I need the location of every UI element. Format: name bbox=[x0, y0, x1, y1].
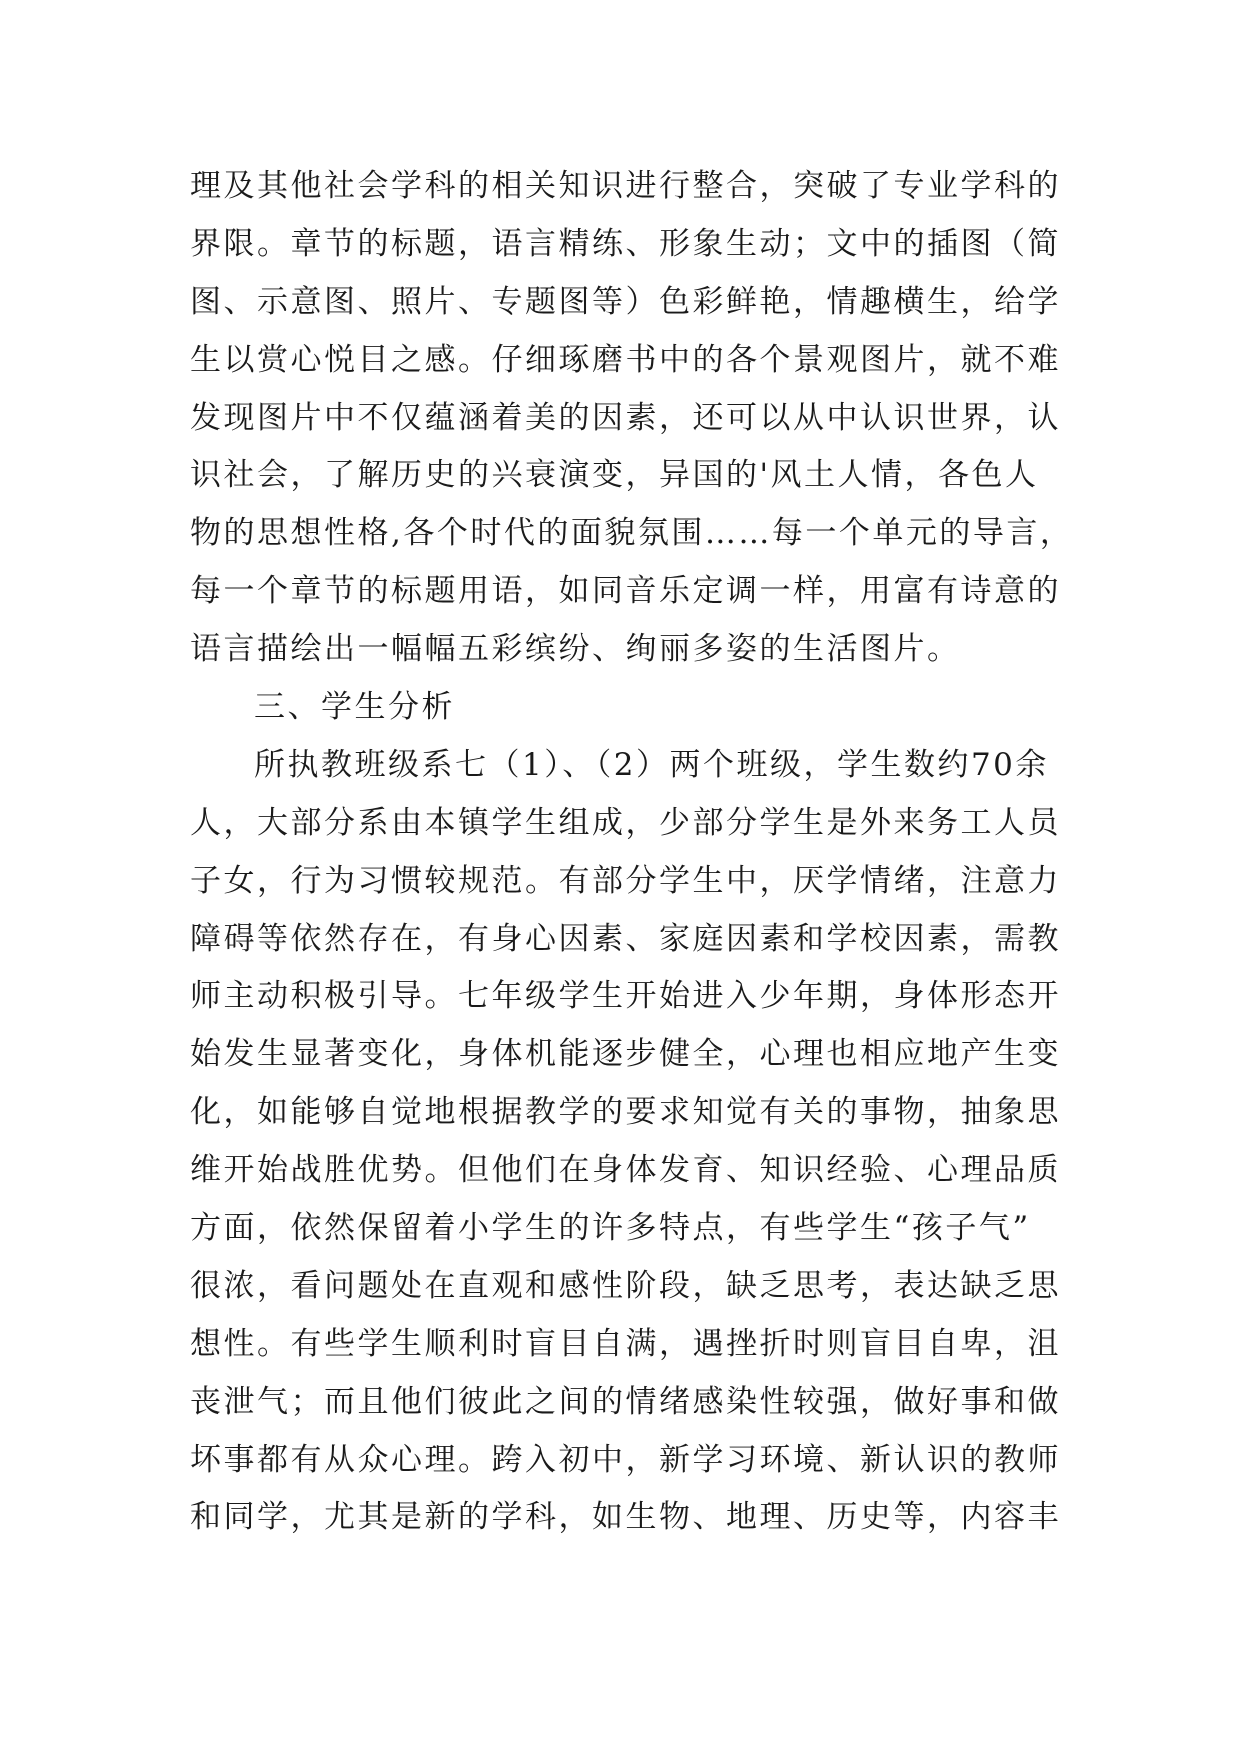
body-text bbox=[190, 158, 1074, 1547]
text-line: 每一个章节的标题用语，如同音乐定调一样，用富有诗意的 bbox=[190, 573, 1061, 610]
text-line: 丧泄气；而且他们彼此之间的情绪感染性较强，做好事和做 bbox=[190, 1383, 1061, 1420]
text-line: 很浓，看问题处在直观和感性阶段，缺乏思考，表达缺乏思 bbox=[190, 1267, 1061, 1304]
text-line: 想性。有些学生顺利时盲目自满，遇挫折时则盲目自卑，沮 bbox=[190, 1325, 1061, 1362]
text-line: 图、示意图、照片、专题图等）色彩鲜艳，情趣横生，给学 bbox=[190, 283, 1061, 320]
text-line: 所执教班级系七（1）、（2）两个班级，学生数约70余 bbox=[254, 746, 1049, 783]
text-line: 师主动积极引导。七年级学生开始进入少年期，身体形态开 bbox=[190, 978, 1061, 1015]
text-line: 生以赏心悦目之感。仔细琢磨书中的各个景观图片，就不难 bbox=[190, 341, 1061, 378]
text-line: 物的思想性格,各个时代的面貌氛围……每一个单元的导言， bbox=[190, 515, 1074, 552]
text-line: 始发生显著变化，身体机能逐步健全，心理也相应地产生变 bbox=[190, 1036, 1061, 1073]
text-line: 发现图片中不仅蕴涵着美的因素，还可以从中认识世界，认 bbox=[190, 399, 1061, 436]
text-line: 语言描绘出一幅幅五彩缤纷、绚丽多姿的生活图片。 bbox=[190, 631, 961, 668]
text-line: 理及其他社会学科的相关知识进行整合，突破了专业学科的 bbox=[190, 168, 1061, 204]
text-line: 方面，依然保留着小学生的许多特点，有些学生“孩子气” bbox=[190, 1210, 1031, 1247]
text-line: 子女，行为习惯较规范。有部分学生中，厌学情绪，注意力 bbox=[190, 862, 1061, 899]
text-line: 化，如能够自觉地根据教学的要求知觉有关的事物，抽象思 bbox=[190, 1094, 1061, 1131]
text-line: 识社会，了解历史的兴衰演变，异国的'风土人情，各色人 bbox=[190, 457, 1039, 494]
text-line: 障碍等依然存在，有身心因素、家庭因素和学校因素，需教 bbox=[190, 920, 1061, 957]
section-heading: 三、学生分析 bbox=[254, 689, 455, 726]
text-line: 界限。章节的标题，语言精练、形象生动；文中的插图（简 bbox=[190, 225, 1061, 262]
text-line: 坏事都有从众心理。跨入初中，新学习环境、新认识的教师 bbox=[190, 1441, 1061, 1478]
text-line: 维开始战胜优势。但他们在身体发育、知识经验、心理品质 bbox=[190, 1152, 1061, 1189]
text-line: 和同学，尤其是新的学科，如生物、地理、历史等，内容丰 bbox=[190, 1499, 1061, 1536]
text-line: 人，大部分系由本镇学生组成，少部分学生是外来务工人员 bbox=[190, 804, 1061, 841]
